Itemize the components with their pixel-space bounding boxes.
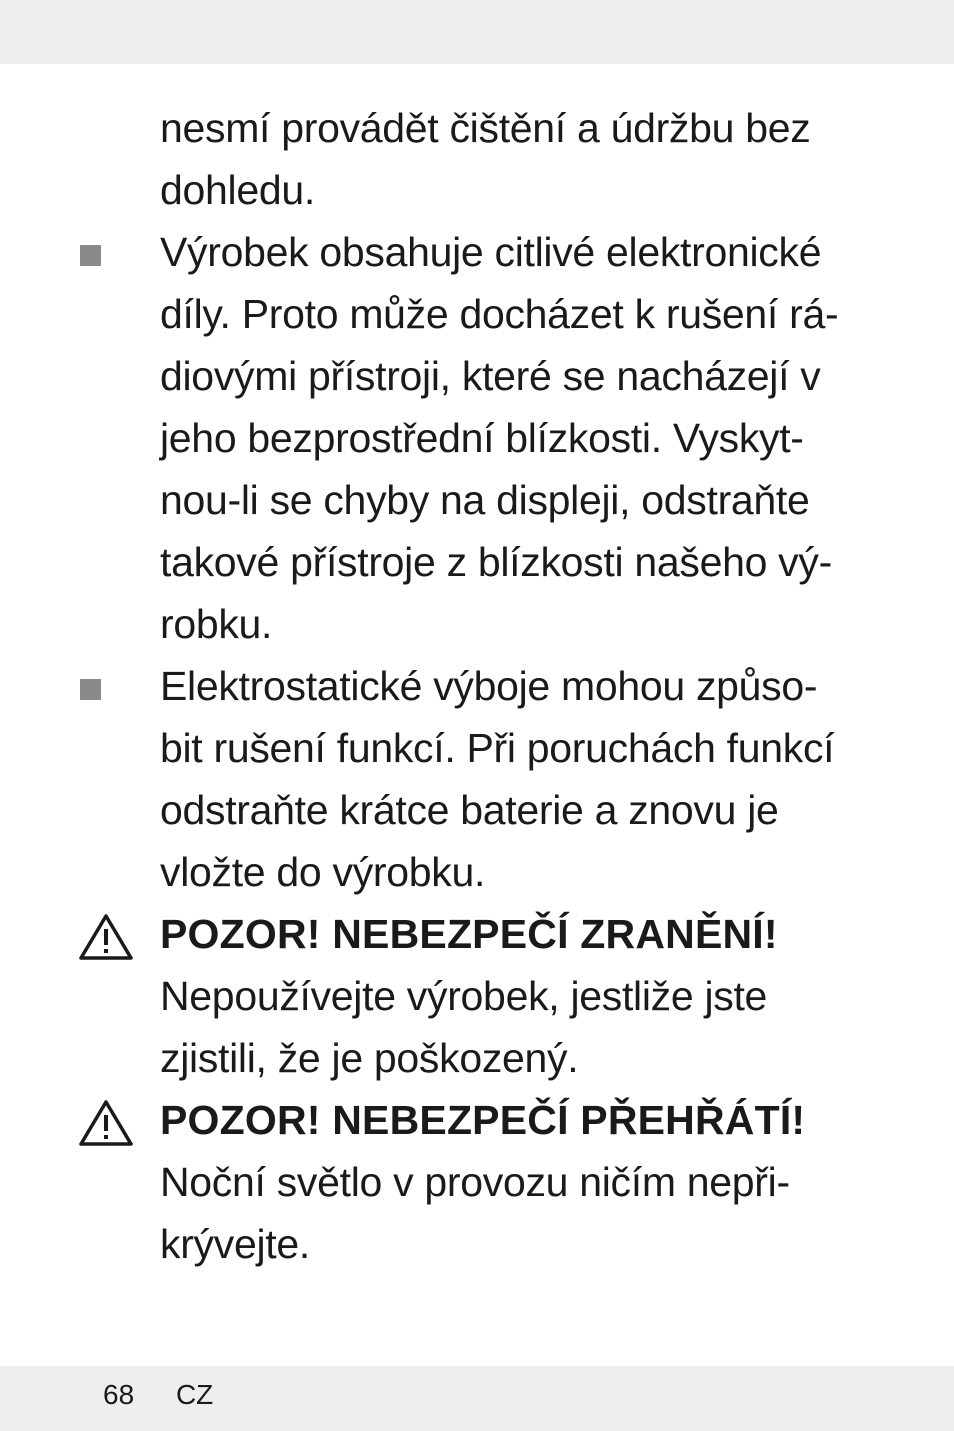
text-line: Nepoužívejte výrobek, jestliže jste — [160, 973, 768, 1019]
bullet-item-electronics — [0, 221, 954, 655]
text-line: takové přístroje z blízkosti našeho vý- — [160, 539, 832, 585]
text-line: bit rušení funkcí. Při poruchách funkcí — [160, 725, 835, 771]
text-line: diovými přístroji, které se nacházejí v — [160, 353, 821, 399]
warning-injury — [0, 903, 954, 1089]
paragraph-text — [160, 221, 914, 655]
text-line: krývejte. — [160, 1221, 310, 1267]
paragraph-text — [160, 655, 914, 903]
text-line: nesmí provádět čištění a údržbu bez — [160, 105, 811, 151]
text-line: Elektrostatické výboje mohou způso- — [160, 663, 818, 709]
text-line: zjistili, že je poškozený. — [160, 1035, 579, 1081]
warning-overheating — [0, 1089, 954, 1275]
text-line: Výrobek obsahuje citlivé elektronické — [160, 229, 822, 275]
language-code: CZ — [175, 1379, 214, 1410]
text-line: díly. Proto může docházet k rušení rá- — [160, 291, 839, 337]
text-line: robku. — [160, 601, 273, 647]
warning-heading: POZOR! NEBEZPEČÍ PŘEHŘÁTÍ! — [160, 1097, 806, 1143]
warning-triangle-icon — [78, 1099, 134, 1147]
warning-heading: POZOR! NEBEZPEČÍ ZRANĚNÍ! — [160, 911, 778, 957]
square-bullet-icon — [80, 679, 101, 700]
text-line: Noční světlo v provozu ničím nepři- — [160, 1159, 790, 1205]
top-band — [0, 0, 954, 64]
warning-triangle-icon — [78, 913, 134, 961]
manual-content — [0, 97, 954, 1275]
warning-text — [160, 1151, 914, 1275]
text-line: vložte do výrobku. — [160, 849, 486, 895]
text-line: jeho bezprostřední blízkosti. Vyskyt- — [160, 415, 804, 461]
bullet-item-electrostatic — [0, 655, 954, 903]
paragraph-text — [160, 97, 914, 221]
text-line: dohledu. — [160, 167, 315, 213]
text-line: odstraňte krátce baterie a znovu je — [160, 787, 779, 833]
paragraph-continuation — [0, 97, 954, 221]
square-bullet-icon — [80, 245, 101, 266]
warning-text — [160, 965, 914, 1089]
text-line: nou-li se chyby na displeji, odstraňte — [160, 477, 810, 523]
page-number: 68 — [103, 1379, 135, 1410]
page-footer — [103, 1378, 213, 1412]
